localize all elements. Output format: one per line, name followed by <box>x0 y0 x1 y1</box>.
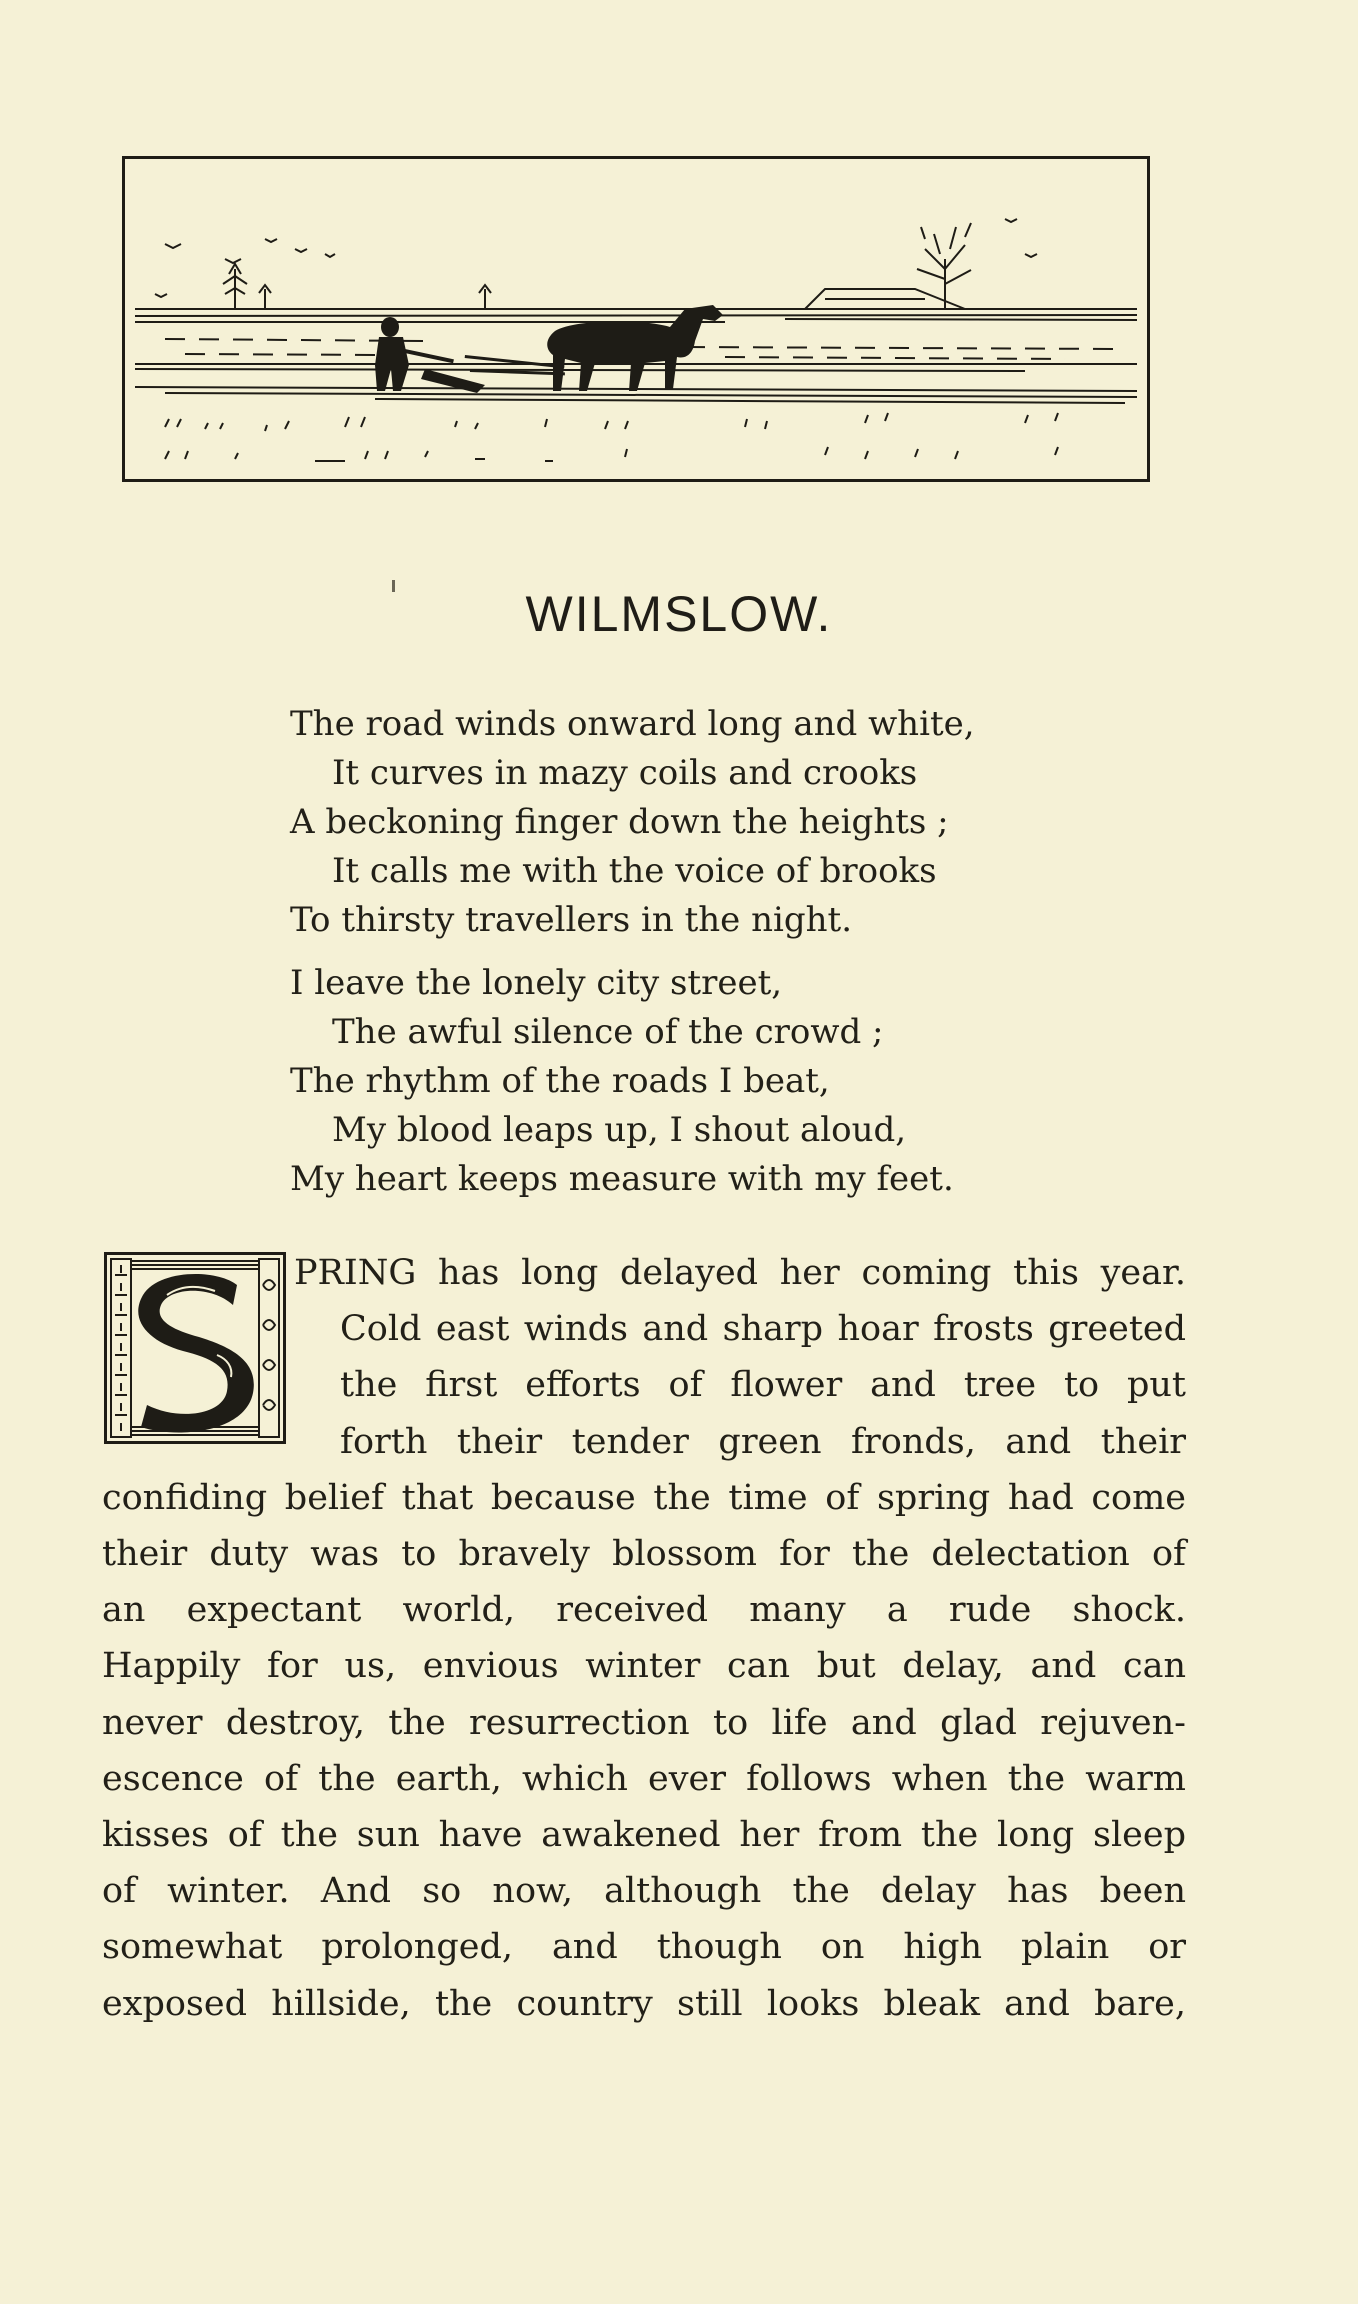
prose-line: Cold east winds and sharp hoar frosts greeted <box>340 1309 1186 1350</box>
poem <box>290 700 975 1218</box>
poem-line: It curves in mazy coils and crooks <box>332 753 918 793</box>
prose-line: PRING has long delayed her coming this year. <box>294 1253 1186 1293</box>
plough-illustration <box>125 159 1147 479</box>
header-illustration <box>122 156 1150 482</box>
poem-stanza-2 <box>290 959 975 1204</box>
poem-line: I leave the lonely city street, <box>290 963 783 1003</box>
poem-line: My heart keeps measure with my feet. <box>290 1159 954 1199</box>
chapter-title: WILMSLOW. <box>525 586 833 642</box>
prose-line: escence of the earth, which ever follows when the warm <box>102 1758 1186 1799</box>
prose-line: an expectant world, received many a rude shock. <box>102 1590 1186 1631</box>
poem-line: To thirsty travellers in the night. <box>290 900 852 940</box>
poem-line: A beckoning finger down the heights ; <box>290 802 949 842</box>
poem-line: The rhythm of the roads I beat, <box>290 1061 830 1101</box>
prose-line: forth their tender green fronds, and their <box>340 1421 1186 1462</box>
poem-line: My blood leaps up, I shout aloud, <box>332 1110 907 1150</box>
poem-stanza-1 <box>290 700 975 945</box>
prose-line: never destroy, the resurrection to life and glad rejuven- <box>102 1702 1186 1743</box>
prose-line: confiding belief that because the time of spring had come <box>102 1477 1186 1518</box>
prose-line: exposed hillside, the country still looks bleak and bare, <box>102 1983 1186 2024</box>
prose-line: their duty was to bravely blossom for the delectation of <box>102 1534 1186 1575</box>
prose-paragraph <box>102 1245 1186 2032</box>
prose-line: Happily for us, envious winter can but delay, and can <box>102 1646 1186 1687</box>
prose-line: the first efforts of flower and tree to put <box>340 1365 1186 1406</box>
prose-line: kisses of the sun have awakened her from the long sleep <box>102 1815 1186 1856</box>
prose-line: somewhat prolonged, and though on high plain or <box>102 1927 1186 1968</box>
poem-line: The awful silence of the crowd ; <box>332 1012 884 1052</box>
poem-line: It calls me with the voice of brooks <box>332 851 937 891</box>
prose-line: of winter. And so now, although the delay has been <box>102 1871 1186 1912</box>
poem-line: The road winds onward long and white, <box>290 704 975 744</box>
